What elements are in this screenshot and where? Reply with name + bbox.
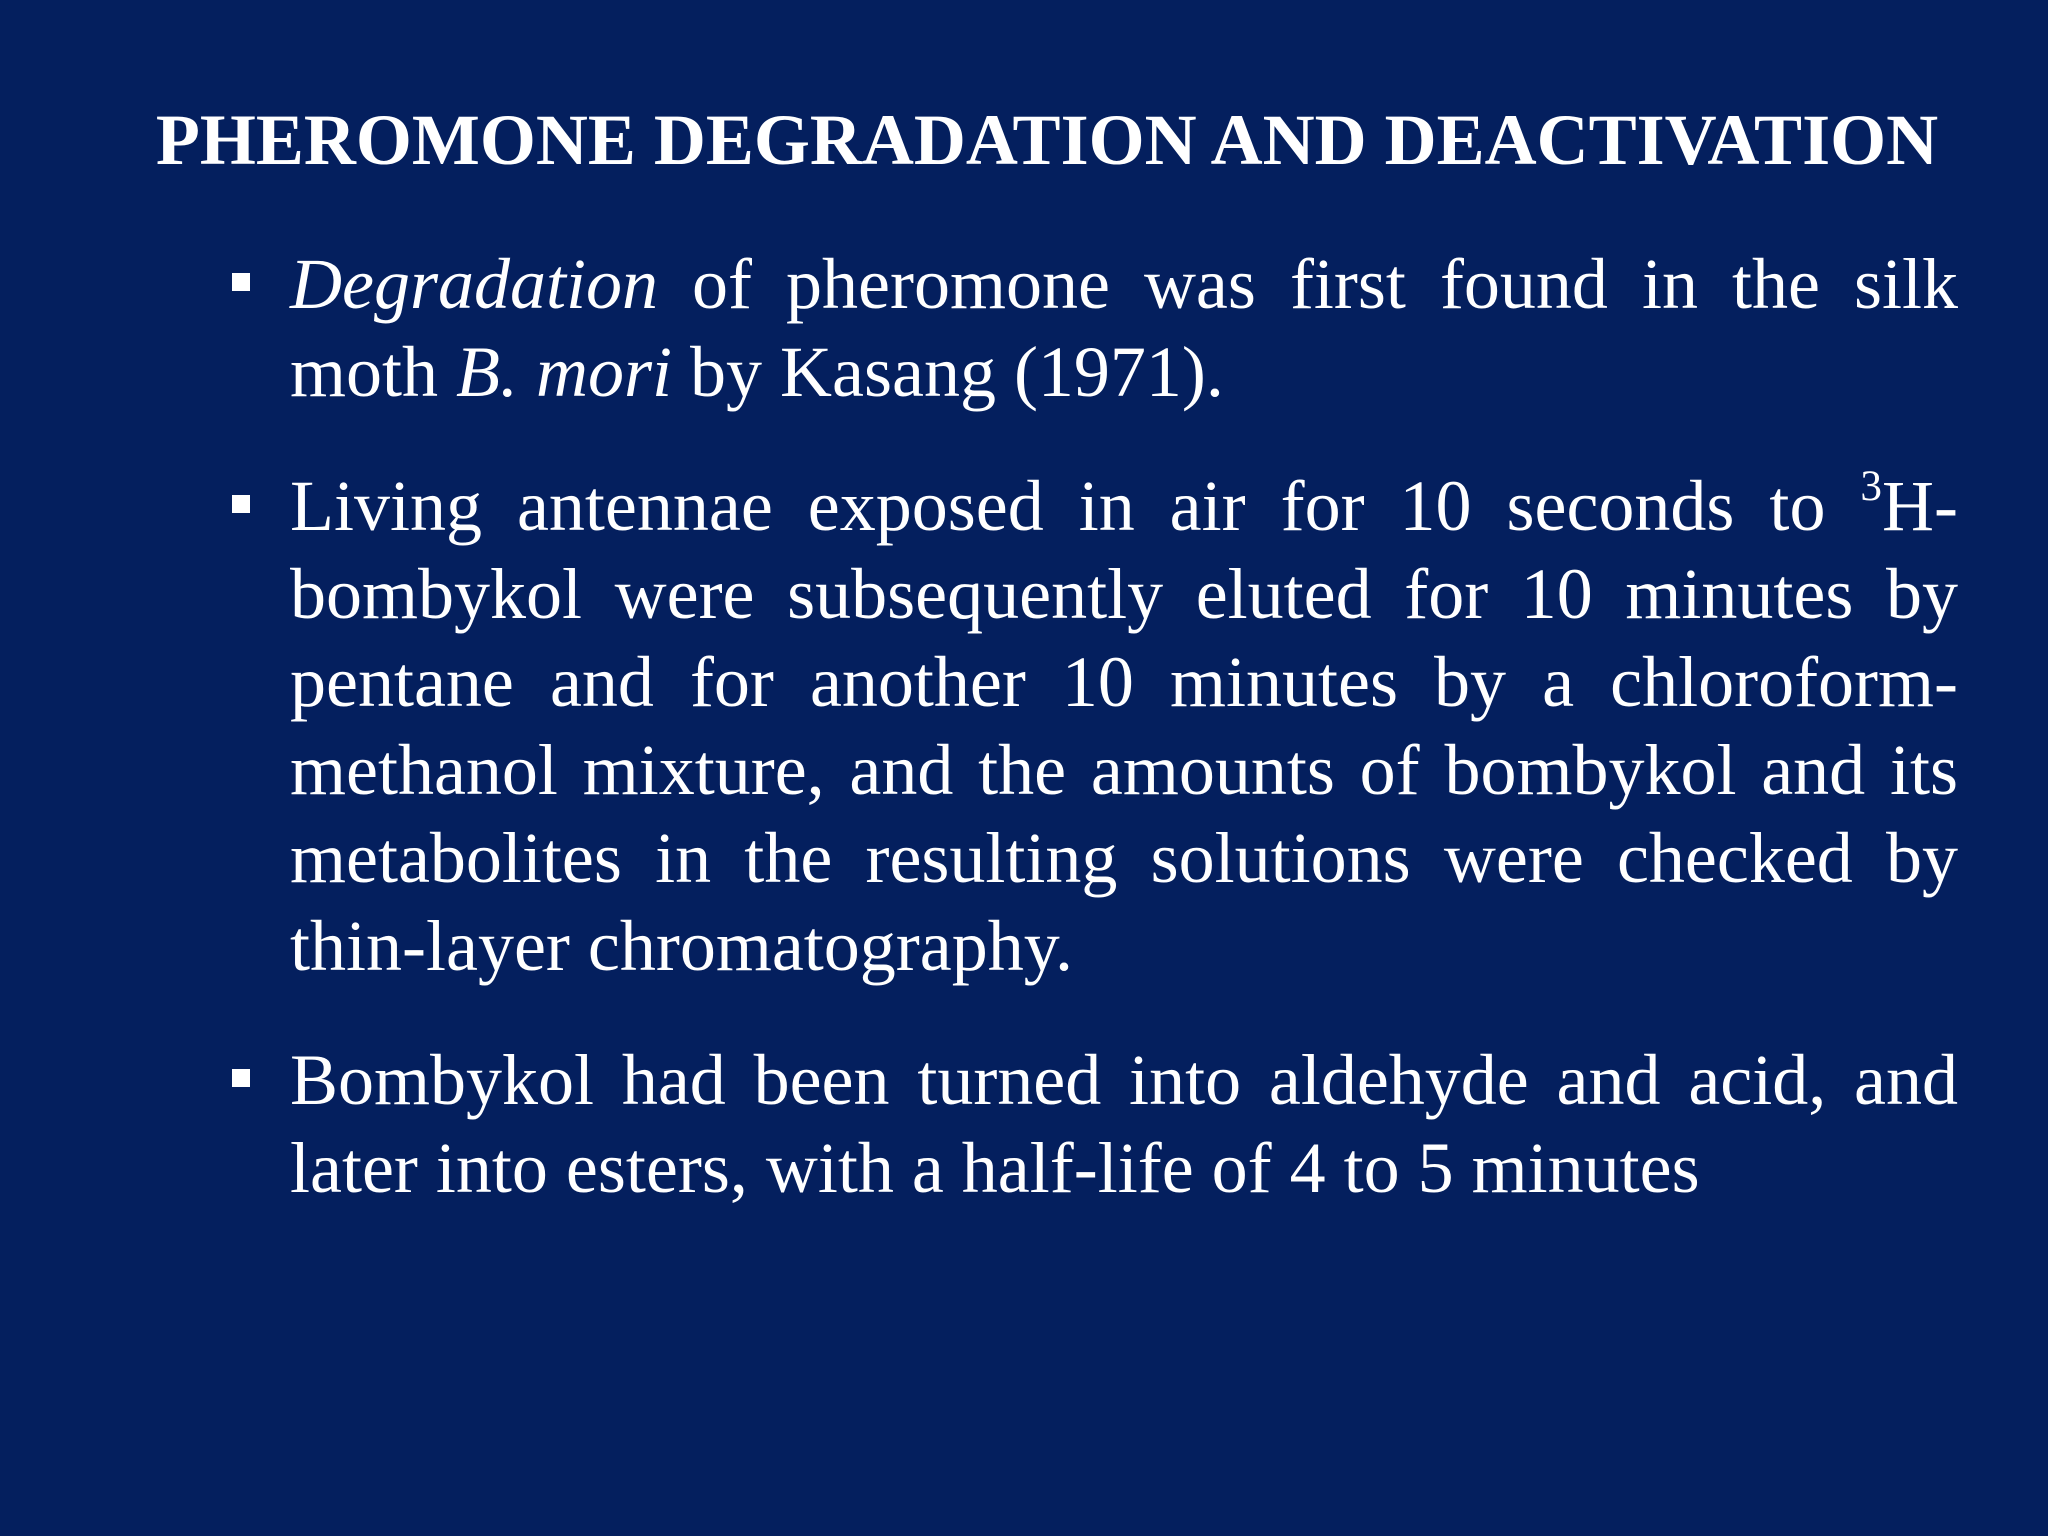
bullet-item-half-life xyxy=(228,1036,1958,1212)
isotope-superscript: 3 xyxy=(1860,462,1883,510)
bullet-text: of pheromone was first found in the silk moth xyxy=(290,244,1958,412)
bullet-term-italic: Degradation xyxy=(290,244,658,324)
square-bullet-icon xyxy=(232,1069,250,1087)
bullet-item-degradation xyxy=(228,240,1958,416)
bullet-text: Living antennae exposed in air for 10 seconds to xyxy=(290,466,1861,546)
slide-title xyxy=(0,92,2048,188)
square-bullet-icon xyxy=(232,273,250,291)
slide-title-text: PHEROMONE DEGRADATION AND DEACTIVATION xyxy=(155,100,1939,180)
species-name-italic: B. mori xyxy=(456,332,673,412)
bullet-text: H-bombykol were subsequently eluted for 10 minutes by pentane and for another 10 minutes by a chloroform-methanol mixture, and the amounts of bombykol and its metabolites in the resulting solutions were checked by thin-layer chromatography. xyxy=(290,466,1958,986)
bullet-list xyxy=(228,240,1958,1258)
bullet-item-experiment xyxy=(228,462,1958,990)
bullet-text: by Kasang (1971). xyxy=(672,332,1224,412)
square-bullet-icon xyxy=(232,495,250,513)
bullet-text: Bombykol had been turned into aldehyde and acid, and later into esters, with a half-life of 4 to 5 minutes xyxy=(290,1040,1958,1208)
